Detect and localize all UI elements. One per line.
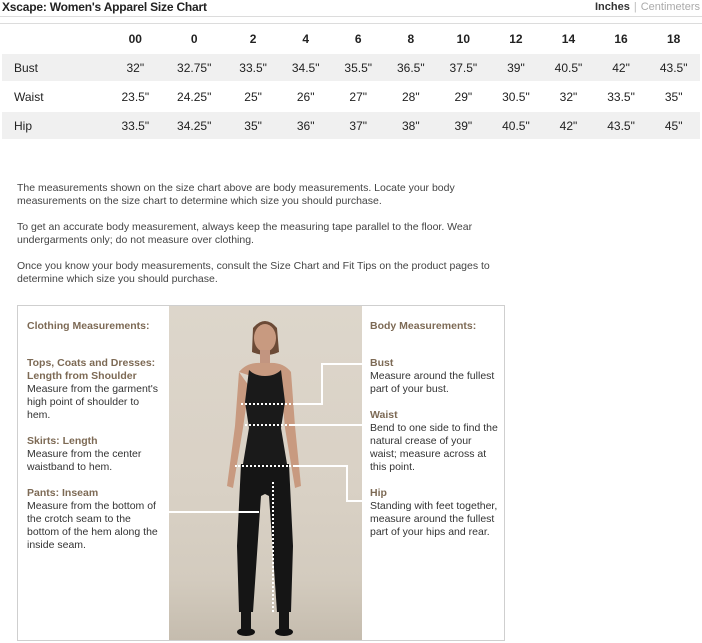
size-0-header: 0	[162, 25, 227, 53]
size-6-header: 6	[332, 25, 385, 53]
pants-inseam-heading: Pants: Inseam	[27, 487, 99, 499]
size-16-header: 16	[595, 25, 648, 53]
page-title: Xscape: Women's Apparel Size Chart	[2, 0, 207, 14]
table-cell: 45"	[647, 111, 700, 140]
unit-toggle	[595, 1, 700, 13]
table-cell: 32"	[109, 53, 162, 82]
bust-tape	[241, 403, 291, 405]
waist-pointer-line	[289, 424, 362, 426]
skirts-length-text: Measure from the center waistband to hem.	[27, 448, 142, 473]
bust-pointer-v	[321, 363, 323, 405]
bust-block	[370, 357, 500, 396]
hip-pointer-end	[346, 500, 362, 502]
table-cell: 35"	[227, 111, 280, 140]
table-cell: 32.75"	[162, 53, 227, 82]
table-top-divider	[0, 23, 702, 24]
table-cell: 33.5"	[595, 82, 648, 111]
size-18-header: 18	[647, 25, 700, 53]
table-cell: 34.25"	[162, 111, 227, 140]
tops-length-text: Measure from the garment's high point of shoulder to hem.	[27, 383, 158, 421]
skirts-length-heading: Skirts: Length	[27, 435, 98, 447]
size-14-header: 14	[542, 25, 595, 53]
table-cell: 28"	[385, 82, 438, 111]
table-row-hip	[2, 111, 700, 140]
clothing-measurements-title: Clothing Measurements:	[27, 320, 150, 332]
table-cell: 36"	[279, 111, 332, 140]
size-00-header: 00	[109, 25, 162, 53]
size-header-row	[2, 25, 700, 53]
unit-separator: |	[633, 1, 637, 13]
table-cell: 35.5"	[332, 53, 385, 82]
table-cell: 35"	[647, 82, 700, 111]
table-cell: 29"	[437, 82, 490, 111]
table-cell: 38"	[385, 111, 438, 140]
clothing-measurements-column	[27, 320, 165, 565]
table-cell: 26"	[279, 82, 332, 111]
row-label: Waist	[2, 82, 109, 111]
hip-heading: Hip	[370, 487, 387, 499]
table-cell: 42"	[542, 111, 595, 140]
bust-heading: Bust	[370, 357, 394, 369]
intro-paragraph: The measurements shown on the size chart above are body measurements. Locate your body measurements on the size chart to determine which size you should purchase.	[17, 182, 455, 207]
table-row-waist	[2, 82, 700, 111]
hip-block	[370, 487, 500, 539]
row-label: Hip	[2, 111, 109, 140]
unit-inches-tab[interactable]: Inches	[594, 1, 630, 13]
table-cell: 32"	[542, 82, 595, 111]
table-cell: 39"	[490, 53, 543, 82]
waist-tape	[245, 424, 287, 426]
table-row-bust	[2, 53, 700, 82]
table-cell: 34.5"	[279, 53, 332, 82]
hip-pointer-v	[346, 465, 348, 501]
size-4-header: 4	[279, 25, 332, 53]
table-cell: 37"	[332, 111, 385, 140]
table-cell: 25"	[227, 82, 280, 111]
corner-cell	[2, 25, 109, 53]
table-cell: 43.5"	[647, 53, 700, 82]
pants-inseam-block	[27, 487, 165, 552]
tops-length-heading: Tops, Coats and Dresses: Length from Shoulder	[27, 357, 156, 382]
table-cell: 23.5"	[109, 82, 162, 111]
table-cell: 30.5"	[490, 82, 543, 111]
pants-inseam-text: Measure from the bottom of the crotch seam to the bottom of the hem along the inside seam.	[27, 500, 158, 551]
table-cell: 27"	[332, 82, 385, 111]
skirts-length-block	[27, 435, 165, 474]
body-measurements-title: Body Measurements:	[370, 320, 477, 332]
model-figure	[169, 306, 362, 640]
hip-pointer-h	[293, 465, 347, 467]
table-cell: 33.5"	[227, 53, 280, 82]
table-cell: 42"	[595, 53, 648, 82]
table-cell: 43.5"	[595, 111, 648, 140]
tops-length-block	[27, 357, 165, 422]
inseam-tape	[272, 482, 274, 612]
bust-pointer-end	[321, 363, 362, 365]
bust-pointer-h	[293, 403, 322, 405]
table-cell: 36.5"	[385, 53, 438, 82]
waist-block	[370, 409, 500, 474]
size-10-header: 10	[437, 25, 490, 53]
size-12-header: 12	[490, 25, 543, 53]
model-photo	[169, 306, 362, 640]
size-8-header: 8	[385, 25, 438, 53]
row-label: Bust	[2, 53, 109, 82]
table-cell: 33.5"	[109, 111, 162, 140]
next-steps-paragraph: Once you know your body measurements, consult the Size Chart and Fit Tips on the product pages to determine which size you should purchase.	[17, 260, 490, 285]
table-cell: 24.25"	[162, 82, 227, 111]
accuracy-paragraph: To get an accurate body measurement, always keep the measuring tape parallel to the floor. Wear undergarments only; do not measure over clothing.	[17, 221, 473, 246]
inseam-pointer-line	[169, 511, 259, 513]
size-2-header: 2	[227, 25, 280, 53]
body-measurements-column	[370, 320, 500, 552]
bust-text: Measure around the fullest part of your bust.	[370, 370, 495, 395]
header-divider	[0, 16, 702, 17]
hip-text: Standing with feet together, measure around the fullest part of your hips and rear.	[370, 500, 498, 538]
unit-centimeters-tab[interactable]: Centimeters	[640, 1, 700, 13]
waist-heading: Waist	[370, 409, 398, 421]
waist-text: Bend to one side to find the natural crease of your waist; measure across at this point.	[370, 422, 498, 473]
measurement-guide	[17, 305, 505, 641]
table-cell: 40.5"	[490, 111, 543, 140]
table-cell: 40.5"	[542, 53, 595, 82]
table-cell: 37.5"	[437, 53, 490, 82]
table-cell: 39"	[437, 111, 490, 140]
hip-tape	[235, 465, 291, 467]
size-chart-table	[2, 25, 700, 141]
